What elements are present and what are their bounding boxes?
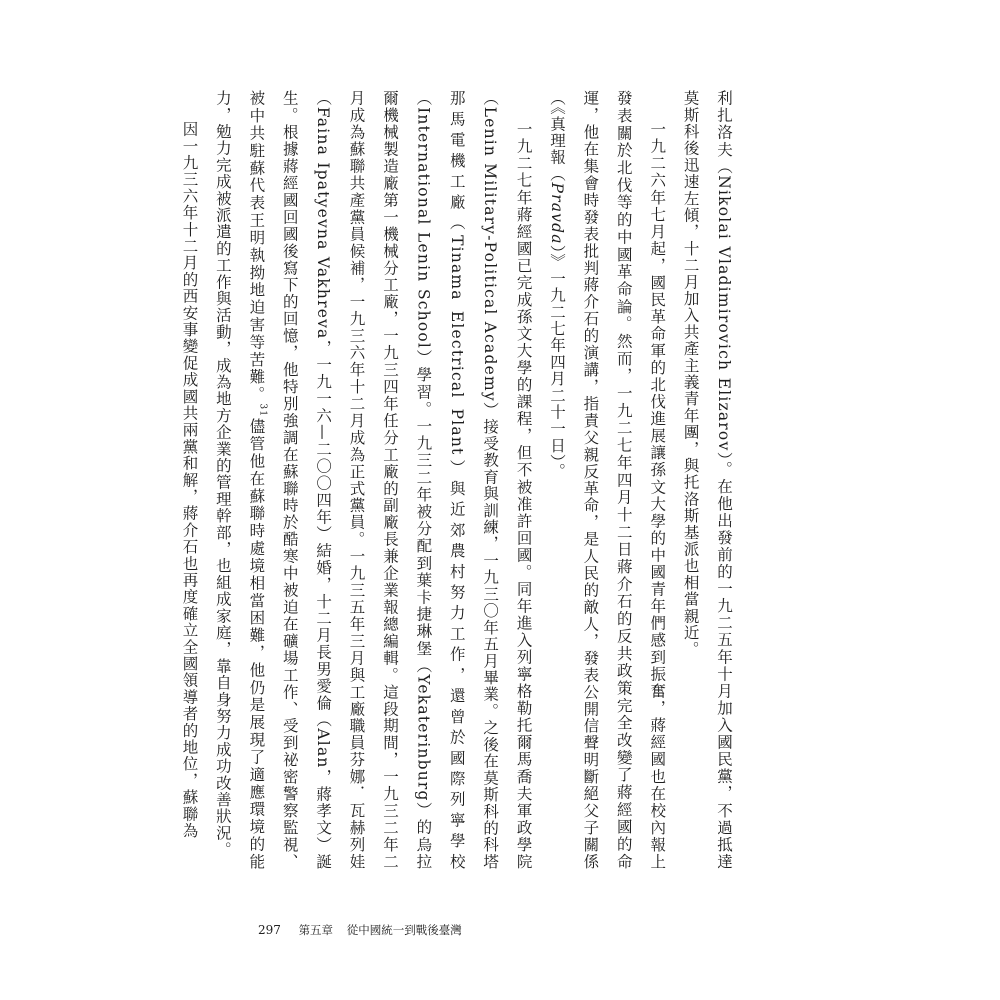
paragraph-1 — [673, 90, 740, 870]
footnote-marker[interactable]: 31 — [257, 403, 268, 418]
paragraph-4 — [172, 90, 205, 870]
page-footer — [258, 922, 462, 938]
page-number: 297 — [258, 923, 281, 937]
text-segment: 因一九三六年十二月的西安事變促成國共兩黨和解，蔣介石也再度確立全國領導者的地位，蘇聯為 — [180, 121, 199, 840]
text-segment: 儘管他在蘇聯時處境相當困難，他仍是展現了適應環境的能力，勉力完成被派遣的工作與活動，成為地方企業的管理幹部，也組成家庭，靠自身努力成功改善狀況。 — [213, 90, 266, 870]
chapter-label: 第五章 — [298, 923, 334, 937]
chapter-title: 從中國統一到戰後臺灣 — [346, 923, 462, 937]
paragraph-2 — [540, 90, 674, 870]
italic-term: Pravda — [547, 182, 566, 245]
text-segment: ）》一九二七年四月二十一日）。 — [547, 244, 566, 480]
text-segment: 一九二六年七月起，國民革命軍的北伐進展讓孫文大學的中國青年們感到振奮，蔣經國也在校內報上發表關於北伐等的中國革命論。然而，一九二七年四月十二日蔣介石的反共政策完全改變了蔣經國的命運，他在集會時發表批判蔣介石的演講，指責父親反革命，是人民的敵人，發表公開信聲明斷絕父子關係（《真理報（ — [547, 90, 667, 870]
text-segment: 一九二七年蔣經國已完成孫文大學的課程，但不被准許回國。同年進入列寧格勒托爾馬喬夫軍政學院（Lenin Military-Political Academy）接受教育與訓練，一九三〇年五月畢業。之後在莫斯科的科塔那馬電機工廠（Tinama Electrical Plant）與近郊農村努力工作，還曾於國際列寧學校（International Lenin School）學習。一九三二年被分配到葉卡捷琳堡（Yekaterinburg）的烏拉爾機械製造廠第一機械分工廠，一九三四年任分工廠的副廠長兼企業報總編輯。這段期間，一九三二年二月成為蘇聯共產黨員候補，一九三六年十二月成為正式黨員。一九三五年三月與工廠職員芬娜．瓦赫列娃（Faina Ipatyevna Vakhreva，一九一六—二〇〇四年）結婚，十二月長男愛倫（Alan，蔣孝文）誕生。根據蔣經國回國後寫下的回憶，他特別強調在蘇聯時於酷寒中被迫在礦場工作、受到祕密警察監視、被中共駐蘇代表王明執拗地迫害等苦難。 — [247, 90, 533, 870]
paragraph-3 — [206, 90, 540, 870]
vertical-text-body — [180, 90, 740, 870]
text-segment: 利扎洛夫（Nikolai Vladimirovich Elizarov）。在他出發前的一九二五年十月加入國民黨，不過抵達莫斯科後迅速左傾，十二月加入共產主義青年團，與托洛斯基派也相當親近。 — [681, 90, 733, 870]
